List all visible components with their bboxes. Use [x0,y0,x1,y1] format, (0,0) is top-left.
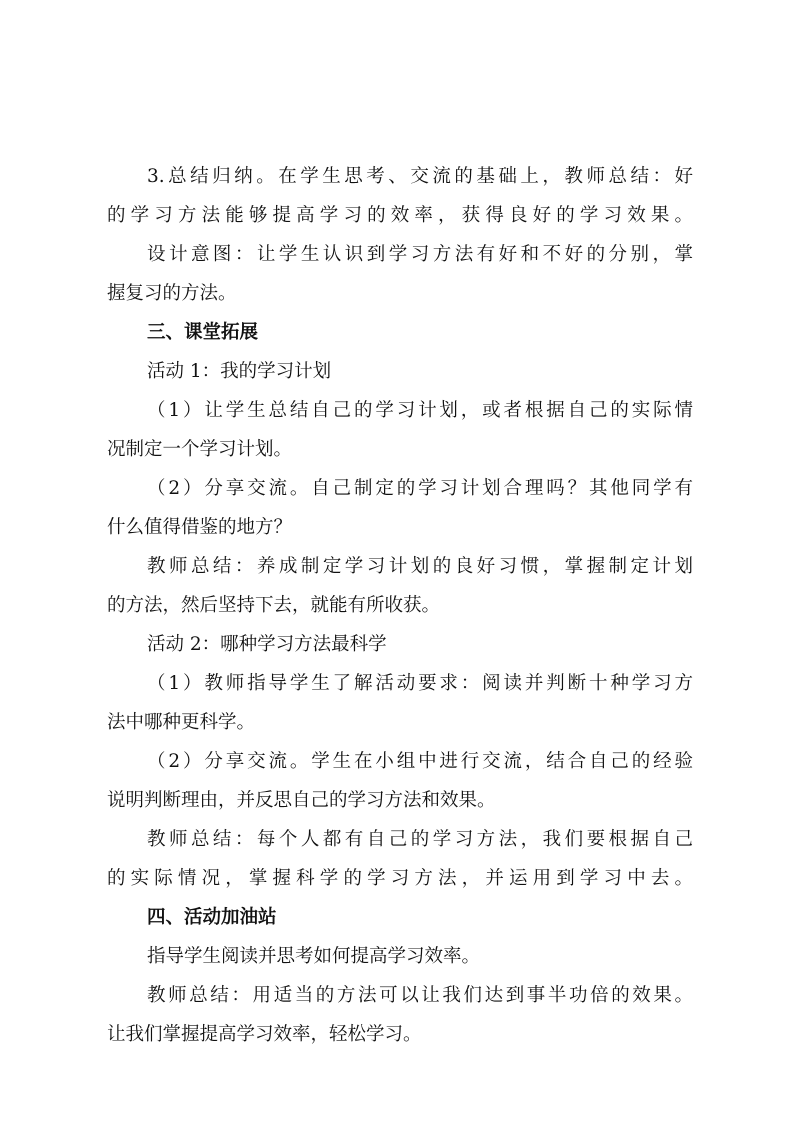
activity-1-step-1-line-1: （1）让学生总结自己的学习计划，或者根据自己的实际情 [147,400,693,421]
section-heading-activity-station: 四、活动加油站 [147,907,277,928]
activity-1-title: 活动 1：我的学习计划 [147,361,332,382]
activity-2-step-1-line-1: （1）教师指导学生了解活动要求：阅读并判断十种学习方 [147,673,693,694]
activity-1-step-1-line-2: 况制定一个学习计划。 [107,439,293,460]
paragraph-summary-line-1: 3.总结归纳。在学生思考、交流的基础上，教师总结：好 [147,166,693,187]
activity-2-step-2-line-2: 说明判断理由，并反思自己的学习方法和效果。 [107,790,496,811]
activity-1-summary-line-2: 的方法，然后坚持下去，就能有所收获。 [107,595,441,616]
station-summary-line-2: 让我们掌握提高学习效率，轻松学习。 [107,1024,422,1045]
paragraph-design-intent-line-1: 设计意图：让学生认识到学习方法有好和不好的分别，掌 [147,244,693,265]
activity-2-step-2-line-1: （2）分享交流。学生在小组中进行交流，结合自己的经验 [147,751,693,772]
activity-2-summary-line-2: 的实际情况，掌握科学的学习方法，并运用到学习中去。 [107,868,693,889]
station-summary-line-1: 教师总结：用适当的方法可以让我们达到事半功倍的效果。 [147,985,693,1006]
paragraph-summary-line-2: 的学习方法能够提高学习的效率，获得良好的学习效果。 [107,205,693,226]
activity-2-step-1-line-2: 法中哪种更科学。 [107,712,256,733]
activity-2-summary-line-1: 教师总结：每个人都有自己的学习方法，我们要根据自己 [147,829,693,850]
activity-1-summary-line-1: 教师总结：养成制定学习计划的良好习惯，掌握制定计划 [147,556,693,577]
station-instruction: 指导学生阅读并思考如何提高学习效率。 [147,946,481,967]
activity-1-step-2-line-2: 什么值得借鉴的地方？ [107,517,293,538]
paragraph-design-intent-line-2: 握复习的方法。 [107,283,237,304]
section-heading-classroom-extension: 三、课堂拓展 [147,322,259,343]
activity-1-step-2-line-1: （2）分享交流。自己制定的学习计划合理吗？其他同学有 [147,478,693,499]
activity-2-title: 活动 2：哪种学习方法最科学 [147,634,387,655]
